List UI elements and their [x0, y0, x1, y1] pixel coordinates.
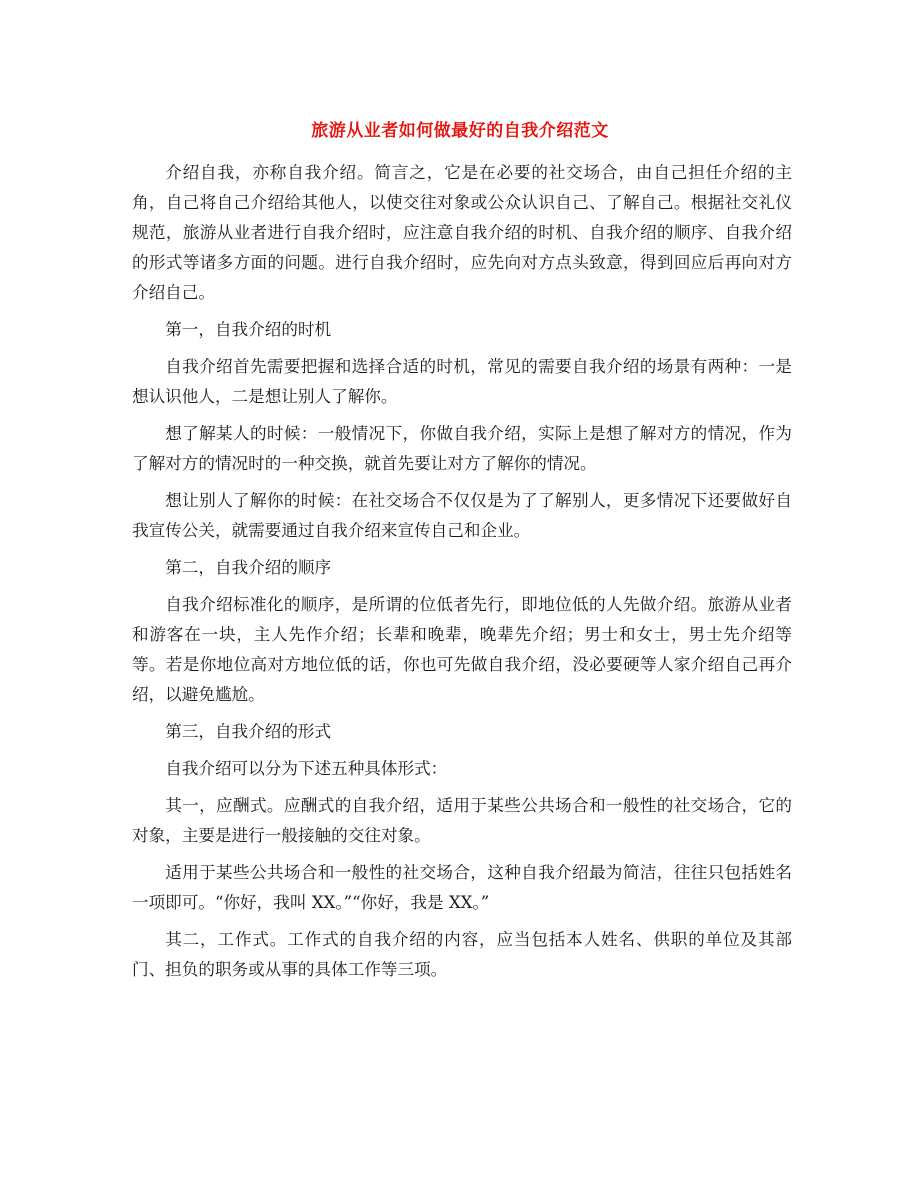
paragraph: 想让别人了解你的时候：在社交场合不仅仅是为了了解别人，更多情况下还要做好自我宣传公关，就需要通过自我介绍来宣传自己和企业。	[132, 491, 792, 540]
paragraph: 自我介绍首先需要把握和选择合适的时机，常见的需要自我介绍的场景有两种：一是想认识他人，二是想让别人了解你。	[132, 357, 792, 406]
paragraph: 自我介绍可以分为下述五种具体形式：	[165, 759, 448, 778]
section-heading-timing: 第一，自我介绍的时机	[165, 320, 332, 339]
paragraph: 想了解某人的时候：一般情况下，你做自我介绍，实际上是想了解对方的情况，作为了解对方的情况时的一种交换，就首先要让对方了解你的情况。	[132, 424, 792, 473]
document-title: 旅游从业者如何做最好的自我介绍范文	[311, 121, 609, 141]
paragraph: 其一，应酬式。应酬式的自我介绍，适用于某些公共场合和一般性的社交场合，它的对象，主要是进行一般接触的交往对象。	[132, 796, 792, 845]
paragraph: 适用于某些公共场合和一般性的社交场合，这种自我介绍最为简洁，往往只包括姓名一项即可。“你好，我叫 XX。”“你好，我是 XX。”	[132, 863, 792, 912]
document-body	[132, 158, 792, 992]
section-heading-form: 第三，自我介绍的形式	[165, 722, 332, 741]
paragraph: 自我介绍标准化的顺序，是所谓的位低者先行，即地位低的人先做介绍。旅游从业者和游客在一块，主人先作介绍；长辈和晚辈，晚辈先介绍；男士和女士，男士先介绍等等。若是你地位高对方地位低的话，你也可先做自我介绍，没必要硬等人家介绍自己再介绍，以避免尴尬。	[132, 595, 792, 704]
paragraph: 其二，工作式。工作式的自我介绍的内容，应当包括本人姓名、供职的单位及其部门、担负的职务或从事的具体工作等三项。	[132, 930, 792, 979]
section-heading-order: 第二，自我介绍的顺序	[165, 558, 332, 577]
paragraph-intro: 介绍自我，亦称自我介绍。简言之，它是在必要的社交场合，由自己担任介绍的主角，自己将自己介绍给其他人，以使交往对象或公众认识自己、了解自己。根据社交礼仪规范，旅游从业者进行自我介绍时，应注意自我介绍的时机、自我介绍的顺序、自我介绍的形式等诸多方面的问题。进行自我介绍时，应先向对方点头致意，得到回应后再向对方介绍自己。	[132, 163, 792, 302]
